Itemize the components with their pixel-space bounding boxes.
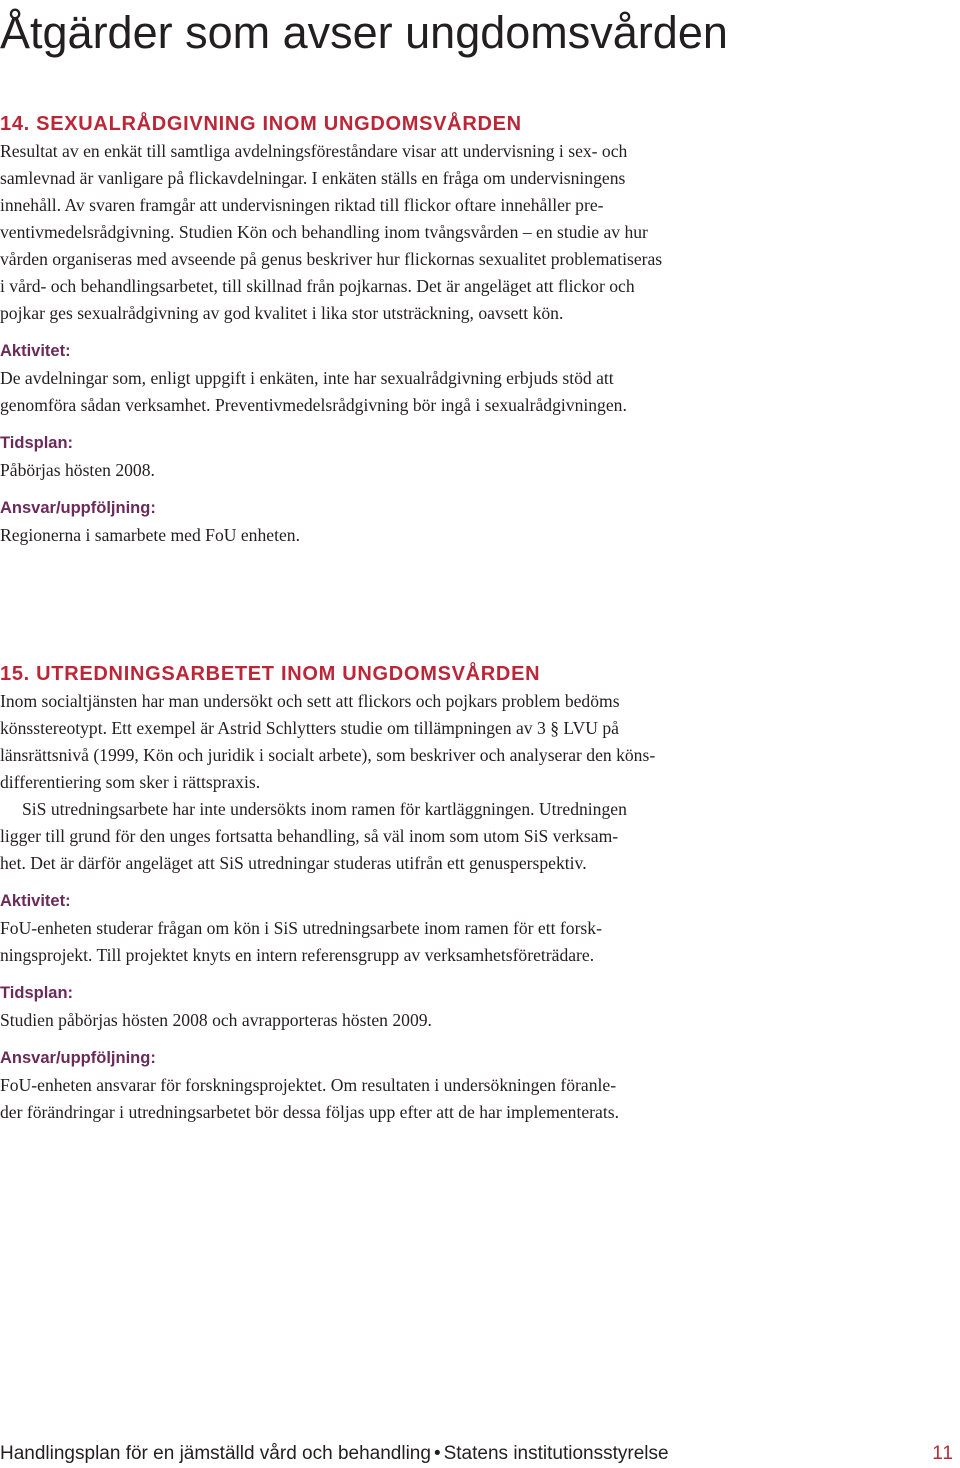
aktivitet-text (0, 915, 960, 969)
text-line: i vård- och behandlingsarbetet, till skillnad från pojkarnas. Det är angeläget att flickor och (0, 276, 635, 296)
aktivitet-text (0, 365, 960, 419)
text-line: het. Det är därför angeläget att SiS utredningar studeras utifrån ett genusperspektiv. (0, 853, 587, 873)
footer-bullet: • (433, 1443, 441, 1464)
section-15 (0, 660, 960, 1126)
tidsplan-label: Tidsplan: (0, 984, 74, 1002)
ansvar-text (0, 1072, 960, 1126)
ansvar-label: Ansvar/uppföljning: (0, 499, 156, 517)
page-footer (0, 1440, 960, 1468)
footer-document-title: Handlingsplan för en jämställd vård och behandling (0, 1443, 431, 1464)
tidsplan-text (0, 1007, 960, 1034)
section-intro-continued (0, 796, 960, 877)
ansvar-text (0, 522, 960, 549)
text-line: samlevnad är vanligare på flickavdelningar. I enkäten ställs en fråga om undervisningens (0, 168, 626, 188)
page-title: Åtgärder som avser ungdomsvården (0, 7, 728, 58)
aktivitet-label: Aktivitet: (0, 892, 71, 910)
text-line: länsrättsnivå (1999, Kön och juridik i socialt arbete), som beskriver och analyserar den köns- (0, 745, 656, 765)
section-intro (0, 138, 960, 327)
ansvar-label: Ansvar/uppföljning: (0, 1049, 156, 1067)
text-line: Resultat av en enkät till samtliga avdelningsföreståndare visar att undervisning i sex- och (0, 141, 628, 161)
text-line: FoU-enheten ansvarar för forskningsprojektet. Om resultaten i undersökningen föranle- (0, 1075, 617, 1095)
text-line: vården organiseras med avseende på genus beskriver hur flickornas sexualitet problematiseras (0, 249, 663, 269)
text-line: der förändringar i utredningsarbetet bör dessa följas upp efter att de har implementerats. (0, 1102, 619, 1122)
text-line: De avdelningar som, enligt uppgift i enkäten, inte har sexualrådgivning erbjuds stöd att (0, 368, 614, 388)
text-line: innehåll. Av svaren framgår att undervisningen riktad till flickor oftare innehåller pre- (0, 195, 604, 215)
footer-text (0, 1440, 669, 1468)
text-line: SiS utredningsarbete har inte undersökts inom ramen för kartläggningen. Utredningen (22, 799, 627, 819)
text-line: pojkar ges sexualrådgivning av god kvalitet i lika stor utsträckning, oavsett kön. (0, 303, 564, 323)
text-line: differentiering som sker i rättspraxis. (0, 772, 261, 792)
section-intro (0, 688, 960, 796)
text-line: ningsprojekt. Till projektet knyts en intern referensgrupp av verksamhetsföreträdare. (0, 945, 595, 965)
section-heading: 14. SEXUALRÅDGIVNING INOM UNGDOMSVÅRDEN (0, 113, 522, 135)
text-line: Studien påbörjas hösten 2008 och avrapporteras hösten 2009. (0, 1010, 432, 1030)
text-line: FoU-enheten studerar frågan om kön i SiS utredningsarbete inom ramen för ett forsk- (0, 918, 602, 938)
text-line: Inom socialtjänsten har man undersökt och sett att flickors och pojkars problem bedöms (0, 691, 620, 711)
text-line: genomföra sådan verksamhet. Preventivmedelsrådgivning bör ingå i sexualrådgivningen. (0, 395, 627, 415)
text-line: Påbörjas hösten 2008. (0, 460, 155, 480)
section-heading: 15. UTREDNINGSARBETET INOM UNGDOMSVÅRDEN (0, 663, 541, 685)
tidsplan-label: Tidsplan: (0, 434, 74, 452)
text-line: ligger till grund för den unges fortsatta behandling, så väl inom som utom SiS verksam- (0, 826, 619, 846)
page-number: 11 (932, 1443, 954, 1464)
section-14 (0, 110, 960, 549)
text-line: könsstereotypt. Ett exempel är Astrid Schlytters studie om tillämpningen av 3 § LVU på (0, 718, 619, 738)
aktivitet-label: Aktivitet: (0, 342, 71, 360)
footer-organization: Statens institutionsstyrelse (443, 1443, 669, 1464)
text-line: Regionerna i samarbete med FoU enheten. (0, 525, 300, 545)
text-line: ventivmedelsrådgivning. Studien Kön och behandling inom tvångsvården – en studie av hur (0, 222, 648, 242)
tidsplan-text (0, 457, 960, 484)
